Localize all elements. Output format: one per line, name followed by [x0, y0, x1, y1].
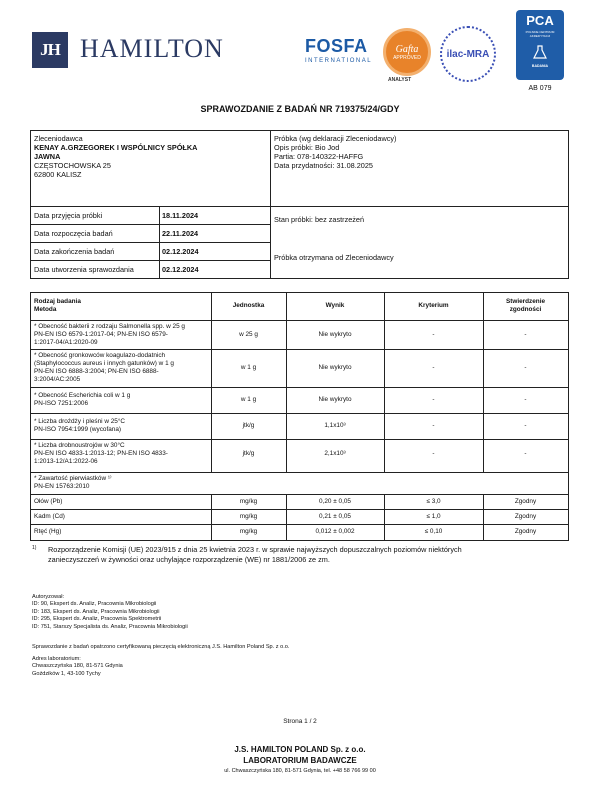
test-criterion: - [432, 422, 435, 429]
authorized-label: Autoryzował: [32, 594, 65, 600]
date-label: Data przyjęcia próbki [34, 211, 103, 220]
test-unit: jtk/g [242, 450, 255, 457]
test-compliance: - [524, 422, 527, 429]
fosfa-logo [305, 36, 377, 64]
test-method: PN-EN ISO 6579-1:2017-04; PN-EN ISO 6579- [34, 331, 168, 338]
authorized-person: ID: 751, Starszy Specjalista ds. Analiz, Pracownia Mikrobiologii [32, 623, 188, 630]
test-result: 2,1x10³ [324, 450, 346, 457]
test-method: PN-EN ISO 4833-1:2013-12; PN-EN ISO 4833- [34, 450, 168, 457]
test-compliance: Zgodny [514, 498, 537, 505]
lab-address-line: Goździków 1, 43-100 Tychy [32, 670, 101, 677]
test-criterion: - [432, 331, 435, 338]
footer-company: J.S. HAMILTON POLAND Sp. z o.o. [234, 745, 366, 754]
test-compliance: - [524, 396, 527, 403]
company-logo-text: HAMILTON [80, 34, 224, 63]
test-name: * Liczba drobnoustrojów w 30°C [34, 442, 125, 449]
test-result: Nie wykryto [318, 364, 352, 371]
sample-batch: Partia: 078-140322-HAFFG [274, 152, 364, 161]
test-unit: jtk/g [242, 422, 255, 429]
test-name: * Obecność Escherichia coli w 1 g [34, 392, 131, 399]
sample-expiry: Data przydatności: 31.08.2025 [274, 161, 373, 170]
sample-received: Próbka otrzymana od Zleceniodawcy [274, 253, 394, 262]
header-result: Wynik [325, 302, 345, 309]
test-unit: w 1 g [240, 364, 257, 371]
report-title: SPRAWOZDANIE Z BADAŃ NR 719375/24/GDY [200, 104, 400, 114]
test-unit: mg/kg [239, 528, 258, 535]
footer-lab: LABORATORIUM BADAWCZE [243, 756, 357, 765]
test-method: PN-ISO 7251:2006 [34, 400, 88, 407]
test-method: 1:2017-04/A1:2020-09 [34, 339, 98, 346]
lab-address-label: Adres laboratorium: [32, 656, 81, 662]
test-name: * Zawartość pierwiastków ¹⁾ [34, 475, 112, 482]
test-method: 1:2013-12/A1:2022-06 [34, 458, 98, 465]
test-unit: mg/kg [239, 498, 258, 505]
element-name: Ołów (Pb) [34, 498, 63, 505]
gafta-seal-icon: Gafta APPROVED [383, 28, 431, 76]
test-compliance: Zgodny [514, 528, 537, 535]
footnote-line: zanieczyszczeń w żywności oraz uchylające rozporządzenie (WE) nr 1881/2006 ze zm. [48, 555, 330, 564]
gafta-analyst-label: ANALYST [388, 77, 412, 83]
test-unit: w 25 g [239, 331, 258, 338]
authorized-person: ID: 183, Ekspert ds. Analiz, Pracownia Mikrobiologii [32, 608, 160, 615]
hamilton-logo-icon: JH [32, 32, 68, 68]
client-city: 62800 KALISZ [34, 170, 82, 179]
test-unit: mg/kg [239, 513, 258, 520]
date-value: 22.11.2024 [162, 229, 199, 238]
sample-description: Opis próbki: Bio Jod [274, 143, 340, 152]
test-method: 3:2004/AC:2005 [34, 376, 81, 383]
test-result: 1,1x10³ [324, 422, 346, 429]
test-name: * Obecność bakterii z rodzaju Salmonella spp. w 25 g [34, 323, 185, 330]
date-value: 02.12.2024 [162, 247, 199, 256]
client-street: CZĘSTOCHOWSKA 25 [34, 161, 111, 170]
results-table [30, 292, 569, 541]
test-criterion: ≤ 0,10 [424, 528, 443, 535]
accreditation-code: AB 079 [528, 85, 552, 92]
header-criterion: Kryterium [418, 302, 449, 309]
footer-contact: ul. Chwaszczyńska 180, 81-571 Gdynia, tel. +48 58 766 99 00 [224, 768, 376, 774]
page-number: Strona 1 / 2 [283, 718, 317, 725]
header-compliance-2: zgodności [509, 306, 542, 313]
sample-state: Stan próbki: bez zastrzeżeń [274, 215, 365, 224]
date-value: 18.11.2024 [162, 211, 199, 220]
date-label: Data zakończenia badań [34, 247, 115, 256]
element-name: Rtęć (Hg) [34, 528, 62, 535]
date-value: 02.12.2024 [162, 265, 199, 274]
header-compliance: Stwierdzenie [505, 298, 546, 305]
sample-label: Próbka (wg deklaracji Zleceniodawcy) [274, 134, 397, 143]
fosfa-subtitle: INTERNATIONAL [305, 58, 373, 64]
footnote-mark: 1) [32, 545, 37, 551]
client-name-line1: KENAY A.GRZEGOREK I WSPÓLNICY SPÓŁKA [34, 143, 198, 152]
header-test-type: Rodzaj badania [34, 298, 81, 305]
test-compliance: - [524, 331, 527, 338]
test-result: 0,20 ± 0,05 [319, 498, 351, 505]
lab-address-block [32, 656, 123, 678]
date-label: Data utworzenia sprawozdania [34, 265, 134, 274]
lab-address-line: Chwaszczyńska 180, 81-571 Gdynia [32, 663, 123, 670]
client-sample-info-table [30, 130, 569, 279]
ilac-mra-logo-icon: ilac-MRA [440, 26, 496, 82]
header-unit: Jednostka [232, 302, 265, 309]
test-method: PN-ISO 7954:1999 (wycofana) [34, 426, 122, 433]
test-result: 0,012 ± 0,002 [315, 528, 355, 535]
test-unit: w 1 g [240, 396, 257, 403]
test-compliance: - [524, 450, 527, 457]
header-method: Metoda [34, 306, 57, 313]
authorization-block [32, 594, 188, 631]
pca-accreditation-badge: PCA POLSKIE CENTRUM AKREDYTACJI BADANIA [516, 10, 564, 80]
flask-icon [532, 44, 548, 60]
test-compliance: - [524, 364, 527, 371]
test-method: PN-EN ISO 6888-3:2004; PN-EN ISO 6888- [34, 368, 159, 375]
date-label: Data rozpoczęcia badań [34, 229, 113, 238]
test-method: PN-EN 15763:2010 [34, 483, 90, 490]
authorized-person: ID: 90, Ekspert ds. Analiz, Pracownia Mikrobiologii [32, 601, 157, 608]
test-compliance: Zgodny [514, 513, 537, 520]
test-criterion: ≤ 1,0 [426, 513, 441, 520]
test-name: (Staphylococcus aureus i innych gatunków) w 1 g [34, 360, 174, 367]
test-result: Nie wykryto [318, 331, 352, 338]
signature-note: Sprawozdanie z badań opatrzono certyfikowaną pieczęcią elektroniczną J.S. Hamilton Poland Sp. z o.o. [32, 644, 290, 650]
footnote-line: Rozporządzenie Komisji (UE) 2023/915 z dnia 25 kwietnia 2023 r. w sprawie najwyższych dopuszczalnych poziomów niektórych [48, 545, 462, 554]
fosfa-title: FOSFA [305, 36, 368, 56]
test-criterion: - [432, 396, 435, 403]
test-result: 0,21 ± 0,05 [319, 513, 351, 520]
footnote [48, 545, 558, 565]
client-label: Zleceniodawca [34, 134, 83, 143]
client-name-line2: JAWNA [34, 152, 61, 161]
test-criterion: - [432, 364, 435, 371]
authorized-person: ID: 295, Ekspert ds. Analiz, Pracownia Spektrometrii [32, 616, 162, 623]
element-name: Kadm (Cd) [34, 513, 65, 520]
test-result: Nie wykryto [318, 396, 352, 403]
test-criterion: ≤ 3,0 [426, 498, 441, 505]
test-name: * Liczba drożdży i pleśni w 25°C [34, 418, 126, 425]
test-criterion: - [432, 450, 435, 457]
test-name: * Obecność gronkowców koagulazo-dodatnich [34, 352, 166, 359]
